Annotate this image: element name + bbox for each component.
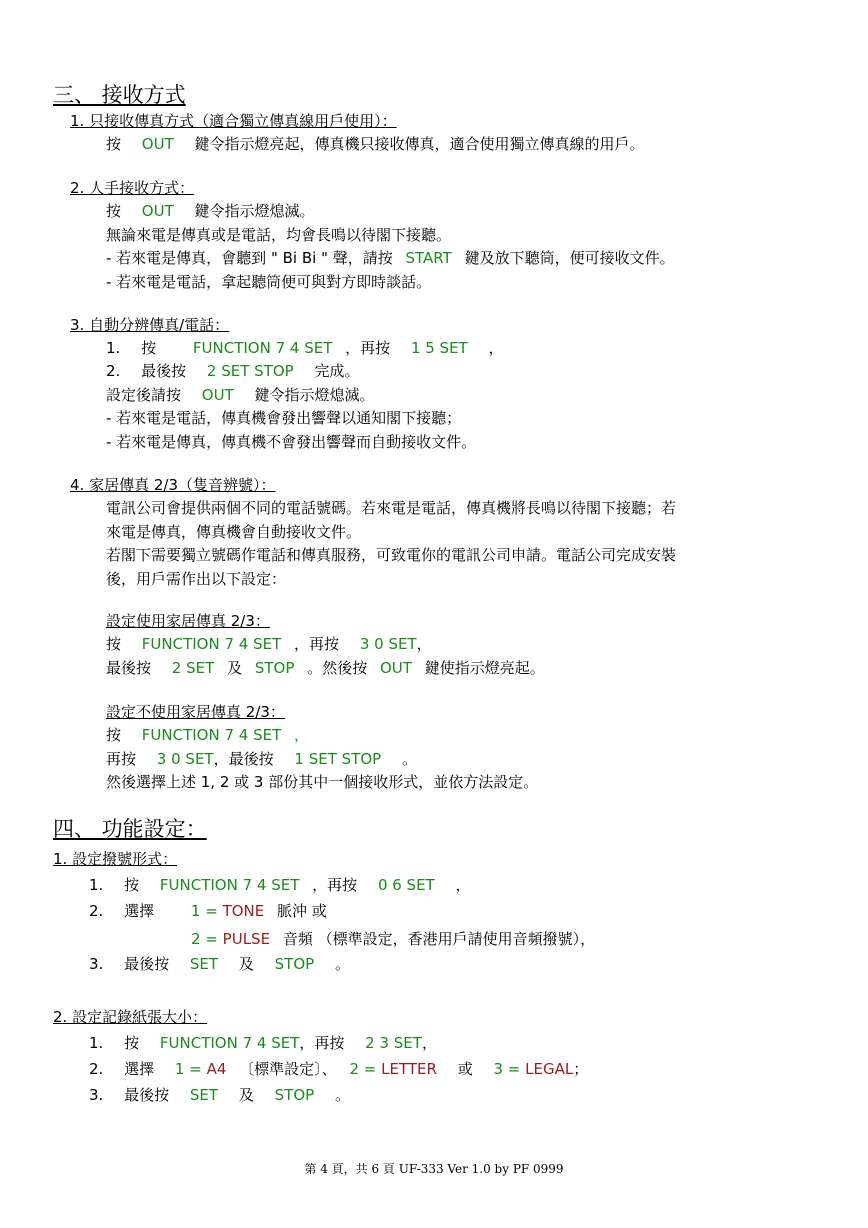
item-4-1-title: 1. 設定撥號形式： xyxy=(53,850,178,868)
stop-key: STOP xyxy=(274,955,315,973)
text: 及 xyxy=(238,955,254,973)
item-4-1-step-2 xyxy=(89,901,327,921)
text: 再按 xyxy=(106,750,137,768)
text: 按 xyxy=(124,876,140,894)
text: 按 xyxy=(124,1034,140,1052)
text: 2 = xyxy=(349,1060,377,1078)
key-sequence: 3 0 SET xyxy=(359,635,417,653)
set-key: SET xyxy=(189,1086,219,1104)
text: ，再按 xyxy=(312,876,358,894)
text: 選擇 xyxy=(124,1060,155,1078)
letter-option: LETTER xyxy=(381,1060,437,1078)
tone-option: TONE xyxy=(222,902,265,920)
text: ； xyxy=(573,1060,589,1078)
text: 鍵令指示燈熄滅。 xyxy=(254,386,375,404)
item-4-2-title: 2. 設定記錄紙張大小： xyxy=(53,1008,208,1026)
stop-key: STOP xyxy=(254,659,295,677)
out-key: OUT xyxy=(201,386,234,404)
step-number: 3. xyxy=(89,1086,104,1104)
text: 按 xyxy=(141,339,157,357)
text: 最後按 xyxy=(106,659,152,677)
key-sequence: 2 SET STOP xyxy=(206,362,294,380)
set-key: SET xyxy=(189,955,219,973)
out-key: OUT xyxy=(141,135,174,153)
text: 3 = xyxy=(493,1060,521,1078)
key-sequence: 2 3 SET xyxy=(365,1034,422,1052)
text: ，再按 xyxy=(299,1034,345,1052)
text: 及 xyxy=(227,659,243,677)
stop-key: STOP xyxy=(274,1086,315,1104)
text: 。 xyxy=(334,1086,350,1104)
text: 或 xyxy=(457,1060,473,1078)
text: ， xyxy=(416,635,432,653)
enable-line-1 xyxy=(106,634,432,654)
item-3-3-line-3 xyxy=(106,385,375,405)
text: ，最後按 xyxy=(213,750,274,768)
text: ，再按 xyxy=(294,635,340,653)
item-4-2-step-2 xyxy=(89,1059,588,1079)
item-3-2-line-3 xyxy=(106,248,675,268)
text: - 若來電是傳真，會聽到 " Bi Bi " 聲，請按 xyxy=(106,249,393,267)
item-3-2-line-4: - 若來電是電話，拿起聽筒便可與對方即時談話。 xyxy=(106,273,432,291)
key-sequence: 0 6 SET xyxy=(377,876,435,894)
item-3-3-title: 3. 自動分辨傳真/電話： xyxy=(70,316,230,334)
key-sequence: 2 SET xyxy=(171,659,215,677)
text: ， xyxy=(455,876,471,894)
disable-line-3: 然後選擇上述 1, 2 或 3 部份其中一個接收形式，並依方法設定。 xyxy=(106,773,539,791)
text: 最後按 xyxy=(124,955,170,973)
item-3-4-para-2: 來電是傳真，傳真機會自動接收文件。 xyxy=(106,523,362,541)
step-number: 2. xyxy=(89,902,104,920)
subheading-disable: 設定不使用家居傳真 2/3： xyxy=(106,703,285,721)
out-key: OUT xyxy=(379,659,412,677)
item-3-3-line-4: - 若來電是電話，傳真機會發出響聲以通知閣下接聽； xyxy=(106,409,462,427)
item-4-2-step-1 xyxy=(89,1033,437,1053)
item-3-1-line xyxy=(106,134,645,154)
text: 及 xyxy=(238,1086,254,1104)
item-3-4-title: 4. 家居傳真 2/3（隻音辨號）： xyxy=(70,476,276,494)
disable-line-1 xyxy=(106,725,309,745)
text: 按 xyxy=(106,726,122,744)
item-3-1-title: 1. 只接收傳真方式（適合獨立傳真線用戶使用）： xyxy=(70,112,397,130)
section-4-heading: 四、 功能設定： xyxy=(53,817,207,841)
item-3-4-para-3: 若閣下需要獨立號碼作電話和傳真服務，可致電你的電訊公司申請。電話公司完成安裝 xyxy=(106,546,677,564)
step-number: 2. xyxy=(106,362,121,380)
text: ， xyxy=(294,726,310,744)
text: 選擇 xyxy=(124,902,155,920)
out-key: OUT xyxy=(141,202,174,220)
item-4-1-step-3 xyxy=(89,954,350,974)
text: 2 = xyxy=(191,930,218,948)
text: ， xyxy=(421,1034,437,1052)
step-number: 1. xyxy=(89,1034,104,1052)
text: 。 xyxy=(401,750,417,768)
text: 最後按 xyxy=(124,1086,170,1104)
item-3-2-title: 2. 人手接收方式： xyxy=(70,179,195,197)
key-sequence: FUNCTION 7 4 SET xyxy=(141,726,282,744)
text: ， xyxy=(488,339,504,357)
text: 完成。 xyxy=(314,362,360,380)
item-3-3-line-5: - 若來電是傳真，傳真機不會發出響聲而自動接收文件。 xyxy=(106,433,477,451)
text: 按 xyxy=(106,635,122,653)
key-sequence: FUNCTION 7 4 SET xyxy=(192,339,333,357)
item-4-1-step-1 xyxy=(89,875,471,895)
text: 鍵令指示燈熄滅。 xyxy=(194,202,315,220)
text: 按 xyxy=(106,202,122,220)
key-sequence: FUNCTION 7 4 SET xyxy=(159,1034,300,1052)
page-footer: 第 4 頁，共 6 頁 UF-333 Ver 1.0 by PF 0999 xyxy=(304,1162,564,1176)
key-sequence: FUNCTION 7 4 SET xyxy=(159,876,300,894)
item-3-2-line-2: 無論來電是傳真或是電話，均會長鳴以待閣下接聽。 xyxy=(106,226,452,244)
disable-line-2 xyxy=(106,749,417,769)
text: 脈沖 或 xyxy=(277,902,327,920)
item-4-1-step-2b xyxy=(191,929,595,949)
a4-option: A4 xyxy=(206,1060,227,1078)
step-number: 2. xyxy=(89,1060,104,1078)
step-number: 1. xyxy=(89,876,104,894)
key-sequence: FUNCTION 7 4 SET xyxy=(141,635,282,653)
step-number: 1. xyxy=(106,339,121,357)
key-sequence: 1 SET STOP xyxy=(294,750,382,768)
item-3-4-para-4: 後，用戶需作出以下設定： xyxy=(106,570,287,588)
text: 設定後請按 xyxy=(106,386,182,404)
key-sequence: 1 5 SET xyxy=(410,339,468,357)
section-3-heading: 三、 接收方式 xyxy=(53,83,186,107)
item-3-3-step-2 xyxy=(106,361,359,381)
text: 按 xyxy=(106,135,122,153)
text: 。然後按 xyxy=(307,659,368,677)
legal-option: LEGAL xyxy=(525,1060,574,1078)
text: 鍵使指示燈亮起。 xyxy=(424,659,545,677)
enable-line-2 xyxy=(106,658,545,678)
step-number: 3. xyxy=(89,955,104,973)
item-3-3-step-1 xyxy=(106,338,504,358)
text: 鍵令指示燈亮起，傳真機只接收傳真，適合使用獨立傳真線的用戶。 xyxy=(194,135,645,153)
text: 音頻 （標準設定，香港用戶請使用音頻撥號）， xyxy=(282,930,596,948)
text: 1 = xyxy=(174,1060,202,1078)
subheading-enable: 設定使用家居傳真 2/3： xyxy=(106,612,270,630)
pulse-option: PULSE xyxy=(222,930,271,948)
text: 〔標準設定〕、 xyxy=(239,1060,337,1078)
text: 1 = xyxy=(190,902,218,920)
text: 。 xyxy=(334,955,350,973)
text: 最後按 xyxy=(141,362,187,380)
item-4-2-step-3 xyxy=(89,1085,350,1105)
start-key: START xyxy=(405,249,452,267)
item-3-2-line-1 xyxy=(106,201,315,221)
key-sequence: 3 0 SET xyxy=(156,750,214,768)
text: 鍵及放下聽筒，便可接收文件。 xyxy=(464,249,675,267)
item-3-4-para-1: 電訊公司會提供兩個不同的電話號碼。若來電是電話，傳真機將長鳴以待閣下接聽；若 xyxy=(106,499,677,517)
text: ，再按 xyxy=(345,339,391,357)
